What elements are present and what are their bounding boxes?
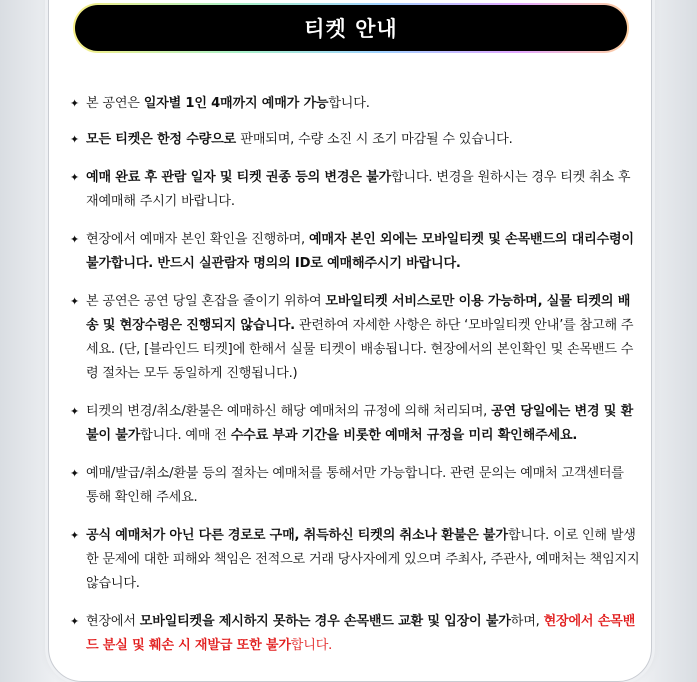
notice-text-segment: 모든 티켓은 한정 수량으로 <box>86 132 241 147</box>
notice-text-segment: 하며, <box>510 614 544 629</box>
notice-item <box>70 228 640 276</box>
notice-text-segment: 예매 완료 후 관람 일자 및 티켓 권종 등의 변경은 불가 <box>86 170 392 185</box>
bullet-star-icon: ✦ <box>70 97 80 110</box>
notice-text-segment: 합니다. 예매 전 <box>140 428 231 443</box>
notice-item <box>70 610 640 658</box>
notice-text-segment: 판매되며, 수량 소진 시 조기 마감될 수 있습니다. <box>240 132 513 147</box>
bullet-star-icon: ✦ <box>70 405 80 418</box>
notice-item <box>70 524 640 596</box>
notice-item <box>70 400 640 448</box>
bullet-star-icon: ✦ <box>70 467 80 480</box>
notice-text-segment: 모바일티켓 서비스로만 이용 가능하며, 실물 티켓의 배송 및 현장수령은 진행되지 않습니다. <box>86 294 631 333</box>
notice-text-segment: 합니다. 이로 인해 발생한 문제에 대한 피해와 책임은 전적으로 거래 당사자에게 있으며 주최사, 주관사, 예매처는 책임지지 않습니다. <box>86 528 640 591</box>
notice-item <box>70 290 640 386</box>
bullet-star-icon: ✦ <box>70 171 80 184</box>
notice-text-segment: 현장에서 <box>86 614 140 629</box>
header-border <box>73 3 629 53</box>
bullet-star-icon: ✦ <box>70 529 80 542</box>
notice-item <box>70 462 640 510</box>
notice-text-segment: 현장에서 손목밴드 분실 및 훼손 시 재발급 또한 불가 <box>86 614 636 653</box>
bullet-star-icon: ✦ <box>70 295 80 308</box>
notice-text-segment: 본 공연은 <box>86 96 144 111</box>
notice-text-segment: 합니다. 변경을 원하시는 경우 티켓 취소 후 재예매해 주시기 바랍니다. <box>86 170 631 209</box>
notice-text-segment: 공연 당일에는 변경 및 환불이 불가 <box>86 404 634 443</box>
bullet-star-icon: ✦ <box>70 233 80 246</box>
notice-text-segment: 티켓의 변경/취소/환불은 예매하신 해당 예매처의 규정에 의해 처리되며, <box>86 404 492 419</box>
notice-text-segment: 합니다. <box>290 638 333 653</box>
notice-list <box>70 92 640 658</box>
bullet-star-icon: ✦ <box>70 133 80 146</box>
notice-text-segment: 합니다. <box>328 96 370 111</box>
bullet-star-icon: ✦ <box>70 615 80 628</box>
notice-text-segment: 예매/발급/취소/환불 등의 절차는 예매처를 통해서만 가능합니다. 관련 문의는 예매처 고객센터를 통해 확인해 주세요. <box>86 466 624 505</box>
notice-text-segment: 일자별 1인 4매까지 예매가 가능 <box>143 96 329 111</box>
notice-text-segment: 공식 예매처가 아닌 다른 경로로 구매, 취득하신 티켓의 취소나 환불은 불가 <box>86 528 508 543</box>
notice-text-segment: 본 공연은 공연 당일 혼잡을 줄이기 위하여 <box>86 294 326 309</box>
notice-item <box>70 166 640 214</box>
notice-text-segment: 모바일티켓을 제시하지 못하는 경우 손목밴드 교환 및 입장이 불가 <box>139 614 511 629</box>
header-bar <box>75 5 627 51</box>
notice-item <box>70 128 640 152</box>
page-title: 티켓 안내 <box>304 17 398 41</box>
notice-text-segment: 현장에서 예매자 본인 확인을 진행하며, <box>86 232 309 247</box>
notice-text-segment: 수수료 부과 기간을 비롯한 예매처 규정을 미리 확인해주세요. <box>230 428 578 443</box>
notice-text-segment: 관련하여 자세한 사항은 하단 ‘모바일티켓 안내’를 참고해 주세요. (단, [블라인드 티켓]에 한해서 실물 티켓이 배송됩니다. 현장에서의 본인확인 및 손목밴드 수령 절차는 모두 동일하게 진행됩니다.) <box>86 318 634 381</box>
notice-item <box>70 92 640 116</box>
notice-text-segment: 예매자 본인 외에는 모바일티켓 및 손목밴드의 대리수령이 불가합니다. 반드시 실관람자 명의의 ID로 예매해주시기 바랍니다. <box>86 232 634 271</box>
